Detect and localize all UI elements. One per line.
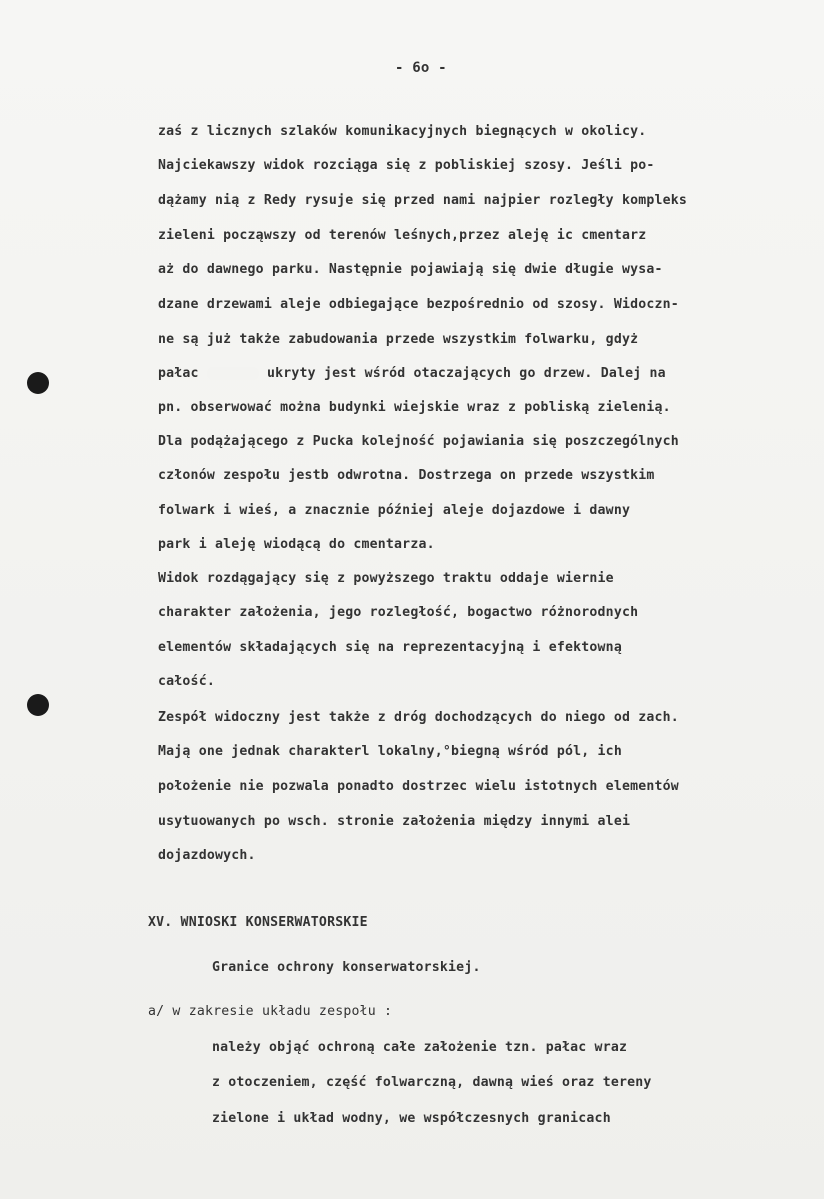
text-line: Widok rozdągający się z powyższego traktu oddaje wiernie: [158, 571, 614, 586]
text-line: zielone i układ wodny, we współczesnych granicach: [212, 1111, 611, 1126]
text-line: charakter założenia, jego rozległość, bogactwo różnorodnych: [158, 605, 639, 620]
text-fragment: ukryty jest wśród otaczających go drzew. Dalej na: [266, 366, 666, 381]
text-line: dojazdowych.: [158, 848, 256, 863]
text-line: z otoczeniem, część folwarczną, dawną wieś oraz tereny: [212, 1075, 652, 1090]
text-line: aż do dawnego parku. Następnie pojawiają się dwie długie wysa-: [158, 262, 663, 277]
text-line: zaś z licznych szlaków komunikacyjnych biegnących w okolicy.: [158, 124, 647, 139]
text-fragment: pałac: [158, 366, 199, 381]
text-line: członów zespołu jestb odwrotna. Dostrzega on przede wszystkim: [158, 468, 655, 483]
text-line: Dla podążającego z Pucka kolejność pojawiania się poszczególnych: [158, 434, 679, 449]
text-line: całość.: [158, 674, 215, 689]
punch-hole-top: [27, 372, 49, 394]
text-line: park i aleję wiodącą do cmentarza.: [158, 537, 435, 552]
text-line: ne są już także zabudowania przede wszystkim folwarku, gdyż: [158, 332, 639, 347]
text-line: dążamy nią z Redy rysuje się przed nami najpier rozległy kompleks: [158, 193, 688, 208]
text-line: pn. obserwować można budynki wiejskie wraz z pobliską zielenią.: [158, 400, 671, 415]
text-line: należy objąć ochroną całe założenie tzn. pałac wraz: [212, 1040, 628, 1055]
text-line: usytuowanych po wsch. stronie założenia między innymi alei: [158, 814, 631, 829]
redaction-mark: [207, 367, 259, 380]
punch-hole-bottom: [27, 694, 49, 716]
text-line: Mają one jednak charakterl lokalny,°biegną wśród pól, ich: [158, 744, 622, 759]
text-line: elementów składających się na reprezentacyjną i efektowną: [158, 640, 622, 655]
text-line: dzane drzewami aleje odbiegające bezpośrednio od szosy. Widoczn-: [158, 297, 679, 312]
text-line: Najciekawszy widok rozciąga się z pobliskiej szosy. Jeśli po-: [158, 158, 655, 173]
list-item-label: a/ w zakresie układu zespołu :: [148, 1004, 393, 1019]
text-line: Zespół widoczny jest także z dróg dochodzących do niego od zach.: [158, 710, 679, 725]
page-number: - 6o -: [395, 60, 447, 76]
subheading: Granice ochrony konserwatorskiej.: [212, 960, 481, 975]
text-line-palac: [158, 366, 666, 381]
text-line: folwark i wieś, a znacznie później aleje dojazdowe i dawny: [158, 503, 631, 518]
text-line: położenie nie pozwala ponadto dostrzec wielu istotnych elementów: [158, 779, 679, 794]
section-heading: XV. WNIOSKI KONSERWATORSKIE: [148, 915, 368, 930]
text-line: zieleni począwszy od terenów leśnych,przez aleję ic cmentarz: [158, 228, 647, 243]
